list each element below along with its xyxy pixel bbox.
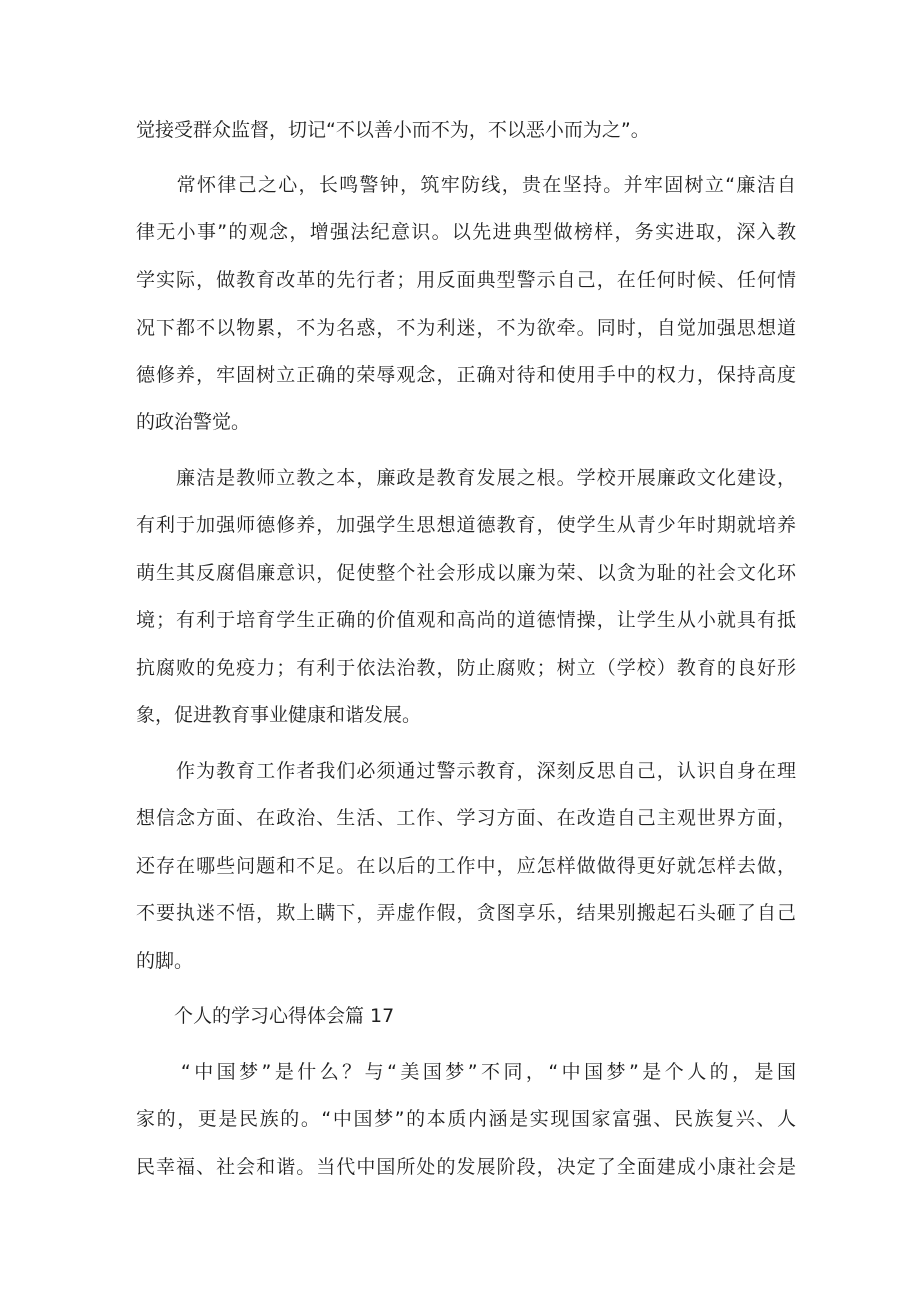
paragraph-line: 象，促进教育事业健康和谐发展。 bbox=[136, 704, 422, 726]
paragraph-line: 想信念方面、在政治、生活、工作、学习方面、在改造自己主观世界方面， bbox=[136, 807, 796, 829]
paragraph-line: 抗腐败的免疫力；有利于依法治教，防止腐败；树立（学校）教育的良好形 bbox=[136, 657, 796, 679]
paragraph-line: 德修养，牢固树立正确的荣辱观念，正确对待和使用手中的权力，保持高度 bbox=[136, 364, 796, 386]
section-heading: 个人的学习心得体会篇 17 bbox=[174, 1005, 395, 1027]
paragraph-line: 觉接受群众监督，切记“不以善小而不为，不以恶小而为之”。 bbox=[136, 119, 650, 141]
paragraph-line: 的脚。 bbox=[136, 950, 194, 972]
paragraph-line: 作为教育工作者我们必须通过警示教育，深刻反思自己，认识自身在理 bbox=[136, 760, 796, 782]
paragraph-line: 境；有利于培育学生正确的价值观和高尚的道德情操，让学生从小就具有抵 bbox=[136, 609, 796, 631]
paragraph-line: 有利于加强师德修养，加强学生思想道德教育，使学生从青少年时期就培养 bbox=[136, 514, 796, 536]
paragraph-line: “中国梦”是什么？与“美国梦”不同，“中国梦”是个人的，是国 bbox=[136, 1061, 796, 1083]
paragraph-line: 民幸福、社会和谐。当代中国所处的发展阶段，决定了全面建成小康社会是 bbox=[136, 1156, 796, 1178]
paragraph-line: 萌生其反腐倡廉意识，促使整个社会形成以廉为荣、以贪为耻的社会文化环 bbox=[136, 562, 796, 584]
paragraph-line: 不要执迷不悟，欺上瞒下，弄虚作假，贪图享乐，结果别搬起石头砸了自己 bbox=[136, 902, 796, 924]
paragraph-line: 学实际，做教育改革的先行者；用反面典型警示自己，在任何时候、任何情 bbox=[136, 269, 796, 291]
paragraph-line: 廉洁是教师立教之本，廉政是教育发展之根。学校开展廉政文化建设， bbox=[136, 467, 796, 489]
paragraph-line: 常怀律己之心，长鸣警钟，筑牢防线，贵在坚持。并牢固树立“廉洁自 bbox=[136, 174, 796, 196]
paragraph-line: 况下都不以物累，不为名惑，不为利迷，不为欲牵。同时，自觉加强思想道 bbox=[136, 317, 796, 339]
paragraph-line: 还存在哪些问题和不足。在以后的工作中，应怎样做做得更好就怎样去做， bbox=[136, 855, 796, 877]
paragraph-line: 家的，更是民族的。“中国梦”的本质内涵是实现国家富强、民族复兴、人 bbox=[136, 1108, 796, 1130]
paragraph-line: 律无小事”的观念，增强法纪意识。以先进典型做榜样，务实进取，深入教 bbox=[136, 221, 796, 243]
paragraph-line: 的政治警觉。 bbox=[136, 411, 251, 433]
